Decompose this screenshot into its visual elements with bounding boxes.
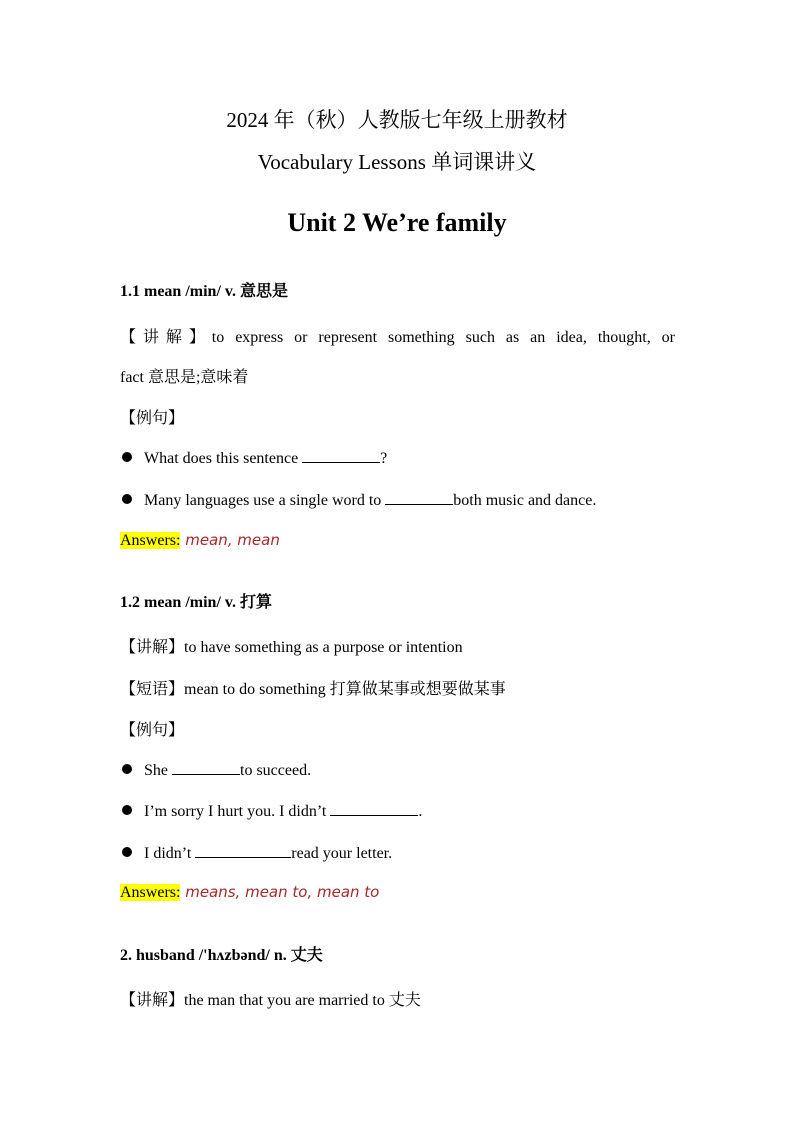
entry-1-2-explanation: 【讲解】to have something as a purpose or intention (120, 639, 463, 656)
bullet-icon (122, 847, 132, 857)
entry-2-explanation: 【讲解】the man that you are married to 丈夫 (120, 992, 421, 1009)
fill-blank (330, 801, 418, 816)
fill-blank (195, 843, 291, 858)
answers-text: means, mean to, mean to (180, 883, 380, 901)
entry-1-2-heading: 1.2 mean /min/ v. 打算 (120, 594, 273, 611)
entry-1-1-example-1: What does this sentence ? (122, 448, 387, 468)
bullet-icon (122, 764, 132, 774)
entry-1-2-example-3: I didn’t read your letter. (122, 843, 392, 863)
entry-1-1-answers (120, 531, 280, 550)
fill-blank (172, 760, 240, 775)
document-title-line2: Vocabulary Lessons 单词课讲义 (257, 150, 537, 174)
entry-1-2-phrase: 【短语】mean to do something 打算做某事或想要做某事 (120, 681, 506, 698)
entry-1-2-examples-label: 【例句】 (120, 722, 185, 739)
entry-1-1-explanation-line2: fact 意思是;意味着 (120, 369, 249, 386)
document-title-line1: 2024 年（秋）人教版七年级上册教材 (226, 108, 568, 132)
entry-2-heading: 2. husband /'hʌzbənd/ n. 丈夫 (120, 947, 323, 964)
entry-1-2-example-1: She to succeed. (122, 760, 311, 780)
entry-1-1-examples-label: 【例句】 (120, 410, 185, 427)
entry-1-2-answers (120, 883, 379, 902)
bullet-icon (122, 494, 132, 504)
unit-title: Unit 2 We’re family (287, 208, 507, 237)
fill-blank (302, 448, 380, 463)
bullet-icon (122, 452, 132, 462)
entry-1-2-example-2: I’m sorry I hurt you. I didn’t . (122, 801, 422, 821)
answers-label: Answers: (120, 884, 181, 901)
fill-blank (385, 490, 453, 505)
entry-1-1-example-2: Many languages use a single word to both music and dance. (122, 490, 596, 510)
bullet-icon (122, 805, 132, 815)
entry-1-1-explanation-line1: 【讲解】to express or represent something such as an idea, thought, or (120, 329, 675, 346)
answers-text: mean, mean (180, 531, 280, 549)
answers-label: Answers: (120, 532, 181, 549)
entry-1-1-heading: 1.1 mean /min/ v. 意思是 (120, 283, 289, 300)
